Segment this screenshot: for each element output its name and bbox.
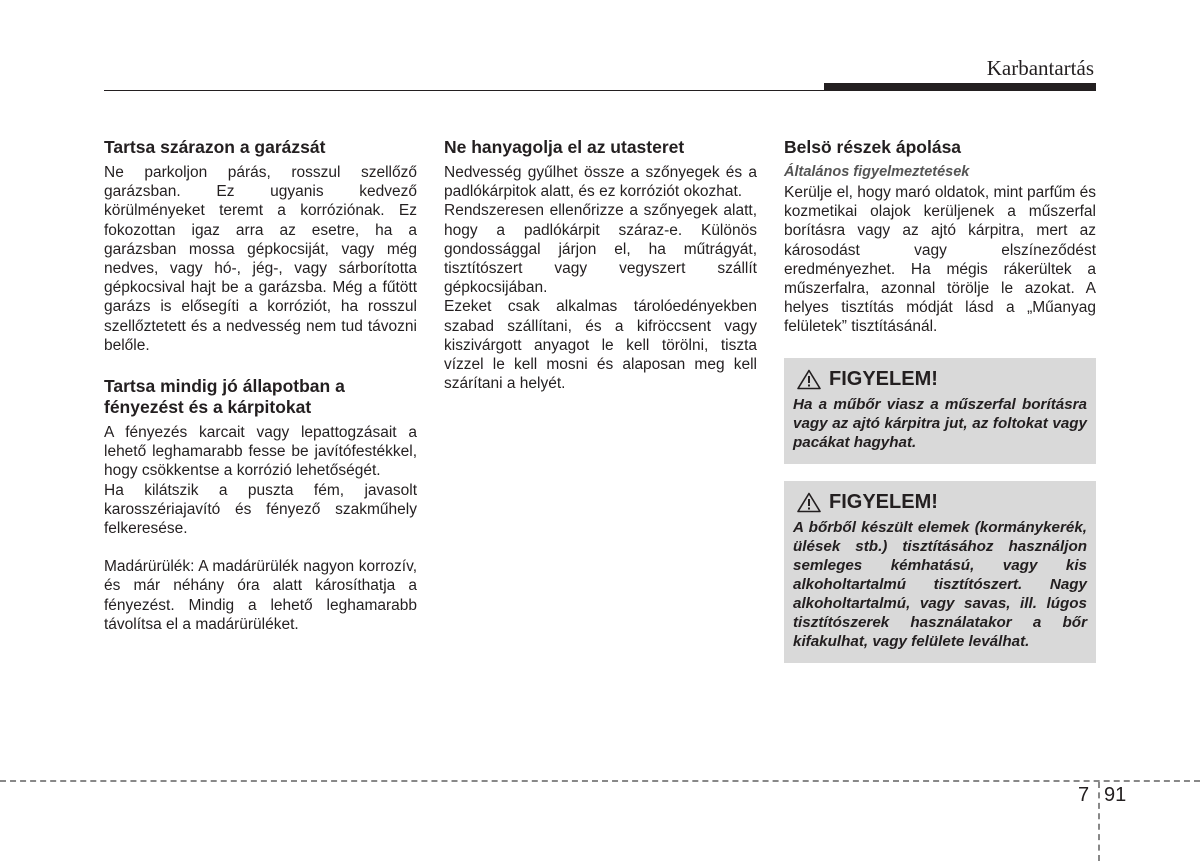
warning-box-leather — [784, 481, 1096, 663]
paragraph-garage: Ne parkoljon párás, rosszul szellőző garázsban. Ez ugyanis kedvező körülményeket teremt a korróziónak. Ez fokozottan igaz arra az esetre, ha a garázsban mossa gépkocsiját, vagy még nedves, vagy hó-, jég-, vagy sárborította gépkocsival hajt be a garázsba. Még a fűtött garázs is elősegíti a korróziót, ha rosszul szellőztetett és a nedvesség nem tud távozni belőle. — [104, 164, 417, 354]
warning-triangle-icon — [797, 492, 821, 513]
header-title: Karbantartás — [986, 56, 1094, 80]
warning-header — [797, 491, 1087, 514]
subheading-general-warnings: Általános figyelmeztetések — [784, 164, 970, 180]
chapter-number: 7 — [1078, 784, 1090, 806]
warning-header — [797, 368, 1087, 391]
warning-text: Ha a műbőr viasz a műszerfal borításra vagy az ajtó kárpitra jut, az foltokat vagy pacákat hagyhat. — [793, 396, 1087, 451]
section-heading-garage: Tartsa szárazon a garázsát — [104, 137, 326, 157]
warning-title: FIGYELEM! — [829, 368, 938, 390]
header-rule — [104, 90, 1096, 91]
warning-box-vinyl — [784, 358, 1096, 464]
warning-text: A bőrből készült elemek (kormánykerék, ülések stb.) tisztításához használjon semleges kémhatású, vagy kis alkoholtartalmú tisztítószert. Nagy alkoholtartalmú, vagy savas, ill. lúgos tisztítószerek használatakor a bőr kifakulhat, vagy felülete leválhat. — [793, 519, 1087, 650]
footer-divider — [0, 780, 1200, 782]
column-right — [784, 137, 1096, 337]
paragraph-moisture: Nedvesség gyűlhet össze a szőnyegek és a padlókárpitok alatt, és ez korróziót okozhat. — [444, 164, 757, 201]
warning-triangle-icon — [797, 369, 821, 390]
column-middle — [444, 137, 757, 393]
footer-page-divider — [1098, 782, 1100, 861]
header-rule-accent — [824, 83, 1096, 90]
paragraph-check-carpet: Rendszeresen ellenőrizze a szőnyegek alatt, hogy a padlókárpit száraz-e. Különös gondossággal járjon el, ha műtrágyát, tisztítószert vagy vegyszert szállít gépkocsijában. — [444, 202, 757, 297]
paragraph-containers: Ezeket csak alkalmas tárolóedényekben szabad szállítani, és a kifröccsent vagy kiszivárgott anyagot le kell törölni, tiszta vízzel le kell mosni és alaposan meg kell szárítani a helyét. — [444, 298, 757, 393]
column-left — [104, 137, 417, 634]
paragraph-caustic-solutions: Kerülje el, hogy maró oldatok, mint parfűm és kozmetikai olajok kerüljenek a műszerfal borításra vagy az ajtó kárpitra, mert az károsodást vagy elszíneződést eredményezhet. Ha mégis rákerültek a műszerfalra, azonnal törölje le azokat. A helyes tisztítás módját lásd a „Műanyag felületek” tisztításánál. — [784, 184, 1096, 336]
page-number: 91 — [1104, 784, 1127, 806]
section-heading-interior-parts: Belsö részek ápolása — [784, 137, 962, 157]
paragraph-paint-scratches: A fényezés karcait vagy lepattogzásait a lehető leghamarabb fesse be javítófestékkel, hogy csökkentse a korrózió lehetőségét. — [104, 424, 417, 480]
warning-title: FIGYELEM! — [829, 491, 938, 513]
section-heading-interior-care: Ne hanyagolja el az utasteret — [444, 137, 685, 157]
paragraph-bird-droppings: Madárürülék: A madárürülék nagyon korrozív, és már néhány óra alatt károsíthatja a fényezést. Mindig a lehető leghamarabb távolítsa el a madárürüléket. — [104, 558, 417, 633]
paragraph-bare-metal: Ha kilátszik a puszta fém, javasolt karosszériajavító és fényező szakműhely felkeresése. — [104, 481, 417, 538]
section-heading-paint: Tartsa mindig jó állapotban a fényezést és a kárpitokat — [104, 376, 345, 418]
